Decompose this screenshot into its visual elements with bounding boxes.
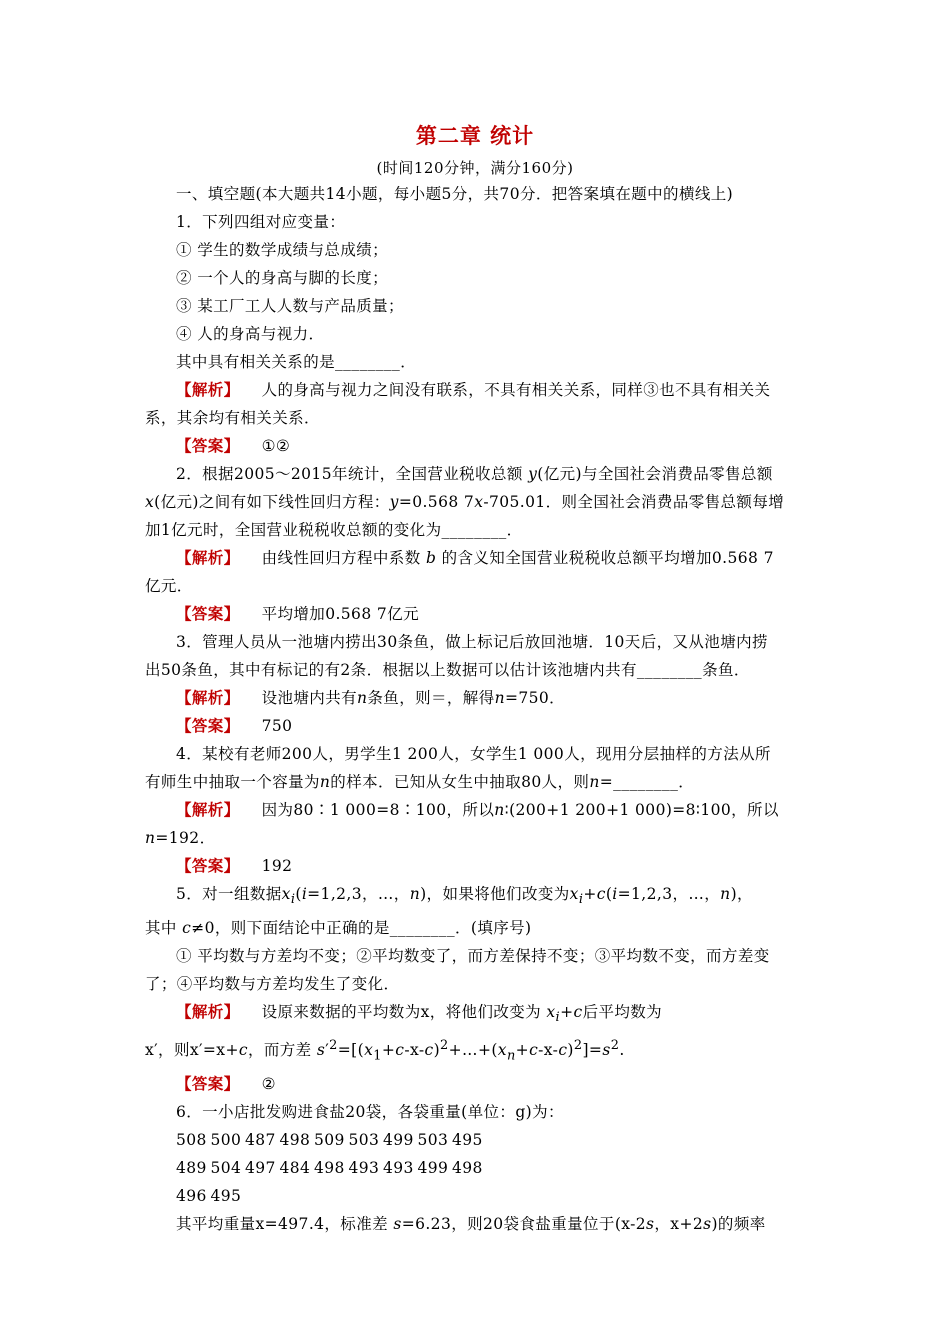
q4-text: ∶(200+1 200+1 000)=8∶100，所以 [504, 801, 779, 819]
q6-value: 498 [452, 1159, 483, 1178]
q5-text: -x- [404, 1041, 425, 1060]
q5-var: c [238, 1041, 248, 1060]
q3-var: n [494, 689, 505, 707]
q4-answer-text: 192 [261, 857, 293, 875]
q5-text: =[( [337, 1041, 365, 1060]
q4-text: 的样本．已知从女生中抽取80人，则 [330, 773, 590, 791]
q5-var: x [569, 885, 579, 903]
q6-var: s [393, 1215, 402, 1234]
q6-value: 509 [314, 1131, 345, 1150]
analysis-label: 【解析】 [176, 548, 240, 567]
q6-value: 499 [417, 1159, 449, 1178]
q4-analysis-cont [145, 824, 810, 852]
q6-data-row [145, 1182, 810, 1210]
q3-line2: 出50条鱼，其中有标记的有2条．根据以上数据可以估计该池塘内共有________条鱼． [145, 661, 750, 679]
chapter-title: 第二章 统计 [415, 123, 535, 148]
q5-var: i [301, 885, 308, 903]
q5-text: + [560, 1003, 574, 1022]
q5-text: ( [295, 885, 302, 903]
q6-value: 496 [176, 1187, 207, 1206]
q2-var: b [425, 549, 437, 567]
q2-answer-text: 平均增加0.568 7亿元 [261, 605, 419, 623]
q4-text: 因为80∶1 000=8∶100，所以 [261, 801, 495, 819]
q5-text: ( [605, 885, 613, 903]
answer-label: 【答案】 [176, 1074, 240, 1094]
q2-analysis-cont: 亿元． [145, 577, 193, 595]
q5-text: + [515, 1041, 530, 1060]
q5-text: 其中 [145, 919, 177, 938]
q5-text: ) [433, 1041, 441, 1060]
q1-option: ② 一个人的身高与脚的长度； [176, 269, 389, 287]
q3-text: =750． [505, 689, 566, 707]
q6-data-row [145, 1126, 810, 1154]
q5-text: + [381, 1041, 396, 1060]
q2-text: (亿元)与全国社会消费品零售总额 [537, 465, 773, 483]
exam-subtitle: (时间120分钟，满分160分) [376, 159, 574, 177]
q5-text: ，而方差 [247, 1041, 312, 1060]
q2-analysis [145, 544, 810, 572]
q4-text: =192． [155, 829, 216, 847]
document-body [145, 180, 810, 1238]
q4-line1: 4．某校有老师200人，男学生1 200人，女学生1 000人，现用分层抽样的方法从所 [176, 745, 771, 763]
answer-label: 【答案】 [176, 436, 240, 455]
q5-text: ′ [325, 1041, 330, 1060]
q1-answer [145, 432, 810, 460]
q5-var: s [316, 1041, 326, 1060]
analysis-label: 【解析】 [176, 800, 240, 819]
q6-value: 503 [417, 1131, 449, 1150]
q5-var: c [573, 1003, 583, 1022]
q3-text: 设池塘内共有 [261, 689, 358, 707]
q5-text: ]= [582, 1041, 603, 1060]
q6-value: 484 [279, 1159, 311, 1178]
q5-answer [145, 1070, 810, 1098]
q4-answer [145, 852, 810, 880]
q6-stem: 6．一小店批发购进食盐20袋，各袋重量(单位：g)为： [176, 1103, 564, 1122]
q5-analysis [145, 998, 810, 1032]
q4-analysis [145, 796, 810, 824]
q4-line2 [145, 768, 810, 796]
q1-answer-text: ①② [261, 437, 291, 455]
q2-line3: 加1亿元时，全国营业税税收总额的变化为________． [145, 521, 523, 539]
q5-text: 设原来数据的平均数为x，将他们改变为 [261, 1003, 542, 1022]
q1-stem: 1．下列四组对应变量： [176, 213, 346, 231]
q5-sup: 2 [610, 1038, 620, 1054]
q5-line2 [145, 914, 810, 942]
q2-text: 由线性回归方程中系数 [261, 549, 421, 567]
q6-text: =6.23，则20袋食盐重量位于(x-2 [401, 1215, 647, 1234]
q6-value: 487 [245, 1131, 276, 1150]
q2-text: 2．根据2005～2015年统计，全国营业税收总额 [176, 465, 523, 483]
answer-label: 【答案】 [176, 856, 240, 875]
answer-label: 【答案】 [176, 716, 240, 735]
q1-analysis-cont: 系，其余均有相关关系． [145, 409, 320, 427]
q3-answer-text: 750 [261, 717, 293, 735]
q5-sup: 2 [573, 1038, 583, 1054]
q2-text: (亿元)之间有如下线性回归方程： [154, 493, 390, 511]
q6-value: 503 [348, 1131, 380, 1150]
q5-sup: 2 [440, 1038, 449, 1054]
q5-text: =1,2,3，…， [307, 885, 410, 903]
q5-text: -x- [538, 1041, 559, 1060]
q6-last-line [145, 1210, 810, 1238]
q5-var: c [182, 919, 192, 938]
q6-value: 499 [383, 1131, 414, 1150]
q6-value: 500 [210, 1131, 242, 1150]
q5-var: i [612, 885, 618, 903]
q3-analysis [145, 684, 810, 712]
q1-option: ③ 某工厂工人人数与产品质量； [176, 297, 404, 315]
q4-var: n [145, 829, 156, 847]
q1-question: 其中具有相关关系的是________． [176, 353, 417, 371]
q6-text: ，x+2 [654, 1215, 704, 1234]
q5-var: x [546, 1003, 556, 1022]
q3-text: 条鱼，则＝，解得 [367, 689, 495, 707]
q5-var: x [497, 1041, 507, 1060]
q5-sub: i [578, 892, 584, 908]
q5-sub: n [506, 1048, 516, 1064]
analysis-label: 【解析】 [176, 380, 240, 399]
q2-line2 [145, 488, 810, 516]
q6-value: 493 [383, 1159, 414, 1178]
q2-var: y [528, 465, 538, 483]
q4-var: n [319, 773, 331, 791]
q6-value: 508 [176, 1131, 207, 1150]
q6-value: 498 [279, 1131, 311, 1150]
q6-text: 其平均重量x=497.4，标准差 [176, 1215, 389, 1234]
q3-answer [145, 712, 810, 740]
q6-value: 493 [348, 1159, 380, 1178]
q2-var: x [145, 493, 155, 511]
q1-option: ④ 人的身高与视力． [176, 325, 325, 343]
q2-answer [145, 600, 810, 628]
q5-options: ① 平均数与方差均不变；②平均数变了，而方差保持不变；③平均数不变，而方差变 [176, 947, 770, 966]
q5-answer-text: ② [261, 1075, 276, 1094]
q6-value: 498 [314, 1159, 345, 1178]
q2-line1 [145, 460, 810, 488]
section-heading: 一、填空题(本大题共14小题，每小题5分，共70分．把答案填在题中的横线上) [176, 185, 734, 203]
q5-var: n [409, 885, 421, 903]
q4-text: 有师生中抽取一个容量为 [145, 773, 320, 791]
q2-var: y [389, 493, 399, 511]
q4-var: n [494, 801, 505, 819]
q6-var: s [646, 1215, 655, 1234]
q2-text: -705.01．则全国社会消费品零售总额每增 [483, 493, 785, 511]
q5-var: x [364, 1041, 374, 1060]
q5-var: c [529, 1041, 539, 1060]
q6-value: 495 [452, 1131, 483, 1150]
q4-var: n [589, 773, 600, 791]
q5-text: )， [730, 885, 753, 903]
q5-sup: 2 [329, 1038, 338, 1054]
q5-var: c [424, 1041, 434, 1060]
q5-var: x [281, 885, 291, 903]
q5-sub: i [290, 892, 296, 908]
q1-option: ① 学生的数学成绩与总成绩； [176, 241, 389, 259]
q5-text: =1,2,3，…， [617, 885, 721, 903]
q5-sub: 1 [373, 1048, 382, 1064]
q2-text: =0.568 7 [398, 493, 475, 511]
answer-label: 【答案】 [176, 604, 240, 623]
q6-value: 504 [210, 1159, 242, 1178]
analysis-label: 【解析】 [176, 688, 240, 707]
analysis-label: 【解析】 [176, 1002, 240, 1022]
q2-text: 的含义知全国营业税税收总额平均增加0.568 7 [441, 549, 774, 567]
q1-analysis-text: 人的身高与视力之间没有联系，不具有相关关系，同样③也不具有相关关 [261, 381, 771, 399]
q1-analysis [145, 376, 810, 404]
q6-value: 489 [176, 1159, 207, 1178]
q5-var: c [558, 1041, 568, 1060]
q3-var: n [357, 689, 368, 707]
q5-var: n [720, 885, 731, 903]
q5-text: 5．对一组数据 [176, 885, 282, 903]
q6-text: )的频率 [711, 1215, 766, 1234]
q5-text: + [583, 885, 597, 903]
q6-data-row [145, 1154, 810, 1182]
q5-var: s [602, 1041, 611, 1060]
q5-sub: i [555, 1010, 561, 1026]
q2-var: x [474, 493, 484, 511]
q5-text: 后平均数为 [582, 1003, 663, 1022]
q5-analysis-cont [145, 1032, 810, 1070]
q4-text: =________． [599, 773, 695, 791]
q5-text: x′，则x′=x+ [145, 1041, 239, 1060]
q5-text: ≠0，则下面结论中正确的是________．(填序号) [191, 919, 532, 938]
q6-value: 495 [210, 1187, 242, 1206]
q5-text: +…+( [448, 1041, 498, 1060]
q5-text: )，如果将他们改变为 [420, 885, 570, 903]
q5-options-cont: 了；④平均数与方差均发生了变化． [145, 975, 400, 994]
q6-var: s [703, 1215, 712, 1234]
q5-text: . [619, 1041, 625, 1060]
q5-var: c [596, 885, 606, 903]
q5-line1 [145, 880, 810, 914]
q6-value: 497 [245, 1159, 276, 1178]
q5-text: ) [567, 1041, 574, 1060]
q5-var: c [395, 1041, 405, 1060]
q3-line1: 3．管理人员从一池塘内捞出30条鱼，做上标记后放回池塘．10天后，又从池塘内捞 [176, 633, 768, 651]
